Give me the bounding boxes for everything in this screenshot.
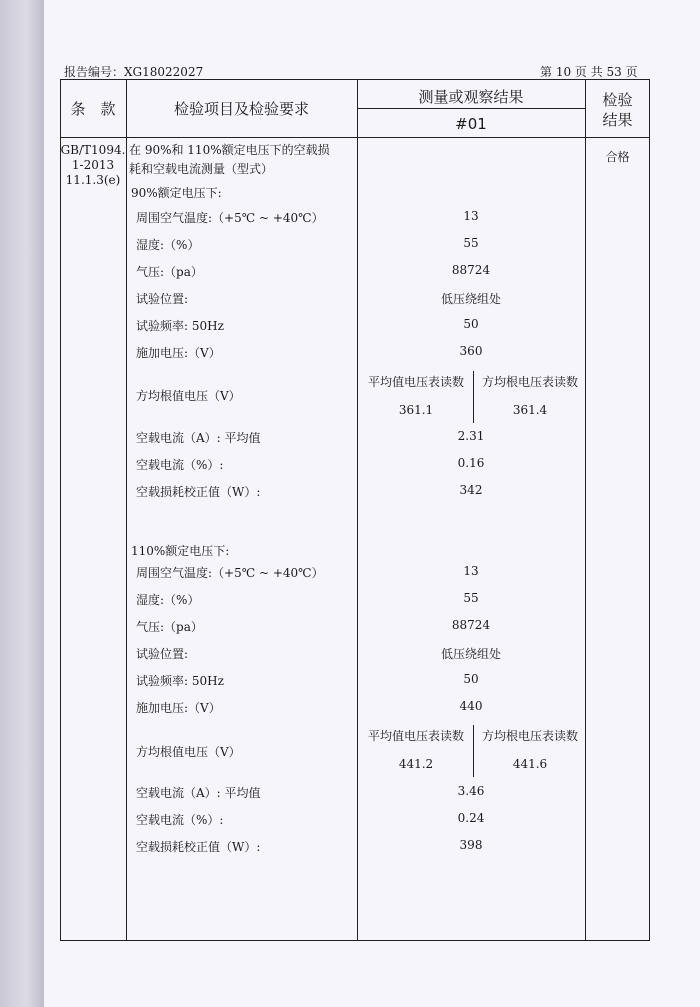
rms-voltage-label: 方均根值电压（V）	[136, 745, 241, 759]
report-number: 报告编号：XG18022027	[64, 65, 204, 79]
test-param-label: 施加电压:（V）	[136, 701, 221, 715]
test-param-label: 试验位置:	[136, 292, 189, 306]
clause-reference	[60, 143, 126, 188]
avg-voltmeter-value: 441.2	[398, 757, 434, 771]
avg-voltmeter-header: 平均值电压表读数	[367, 375, 464, 389]
current-loss-value: 0.24	[457, 811, 485, 825]
current-loss-value: 2.31	[457, 429, 485, 443]
test-title-line-1: 在 90%和 110%额定电压下的空载损	[129, 143, 330, 157]
header-clause: 条 款	[70, 100, 116, 118]
current-loss-label: 空载损耗校正值（W）:	[136, 840, 261, 854]
test-param-value: 低压绕组处	[440, 647, 501, 661]
clause-line-1: GB/T1094.	[60, 143, 126, 157]
current-loss-value: 398	[459, 838, 483, 852]
rms-voltmeter-header: 方均根电压表读数	[481, 375, 578, 389]
current-loss-label: 空载电流（%）:	[136, 458, 224, 472]
test-param-value: 88724	[451, 618, 491, 632]
section-heading: 110%额定电压下:	[131, 544, 230, 558]
test-param-value: 55	[463, 236, 479, 250]
voltmeter-divider	[473, 725, 474, 777]
current-loss-value: 3.46	[457, 784, 485, 798]
avg-voltmeter-header: 平均值电压表读数	[367, 729, 464, 743]
test-param-label: 湿度:（%）	[136, 593, 200, 607]
test-param-label: 施加电压:（V）	[136, 346, 221, 360]
rms-voltmeter-header: 方均根电压表读数	[481, 729, 578, 743]
avg-voltmeter-value: 361.1	[398, 403, 434, 417]
current-loss-label: 空载电流（%）:	[136, 813, 224, 827]
binding-spine	[0, 0, 44, 1007]
test-param-label: 气压:（pa）	[136, 265, 203, 279]
test-param-value: 50	[463, 672, 479, 686]
header-measure-sub: #01	[455, 115, 487, 133]
rms-voltmeter-value: 441.6	[512, 757, 548, 771]
test-param-label: 试验频率: 50Hz	[136, 674, 224, 688]
test-param-value: 13	[463, 564, 479, 578]
header-result-text: 检验结果	[602, 91, 633, 129]
test-param-value: 88724	[451, 263, 491, 277]
test-param-label: 周围空气温度:（+5℃ ~ +40℃）	[136, 566, 324, 580]
verdict: 合格	[605, 150, 630, 164]
page-number: 第 10 页 共 53 页	[540, 65, 638, 79]
clause-line-3: 11.1.3(e)	[65, 173, 121, 187]
test-param-value: 55	[463, 591, 479, 605]
test-param-value: 13	[463, 209, 479, 223]
col-divider-clause	[126, 79, 127, 941]
test-param-value: 50	[463, 317, 479, 331]
col-divider-result	[585, 79, 586, 941]
current-loss-label: 空载电流（A）: 平均值	[136, 431, 261, 445]
test-param-label: 气压:（pa）	[136, 620, 203, 634]
measure-sub-line	[357, 108, 585, 109]
header-bottom-line	[60, 137, 650, 138]
section-heading: 90%额定电压下:	[131, 186, 222, 200]
header-item: 检验项目及检验要求	[173, 100, 309, 118]
test-param-label: 试验频率: 50Hz	[136, 319, 224, 333]
current-loss-label: 空载电流（A）: 平均值	[136, 786, 261, 800]
header-result	[585, 90, 650, 130]
test-param-label: 周围空气温度:（+5℃ ~ +40℃）	[136, 211, 324, 225]
clause-line-2: 1-2013	[71, 158, 115, 172]
voltmeter-divider	[473, 371, 474, 423]
test-param-label: 试验位置:	[136, 647, 189, 661]
rms-voltage-label: 方均根值电压（V）	[136, 389, 241, 403]
current-loss-label: 空载损耗校正值（W）:	[136, 485, 261, 499]
test-param-label: 湿度:（%）	[136, 238, 200, 252]
header-measure: 测量或观察结果	[418, 88, 524, 106]
current-loss-value: 0.16	[457, 456, 485, 470]
test-param-value: 440	[459, 699, 483, 713]
test-param-value: 低压绕组处	[440, 292, 501, 306]
test-title-line-2: 耗和空载电流测量（型式）	[129, 162, 274, 176]
current-loss-value: 342	[459, 483, 483, 497]
test-param-value: 360	[459, 344, 483, 358]
rms-voltmeter-value: 361.4	[512, 403, 548, 417]
